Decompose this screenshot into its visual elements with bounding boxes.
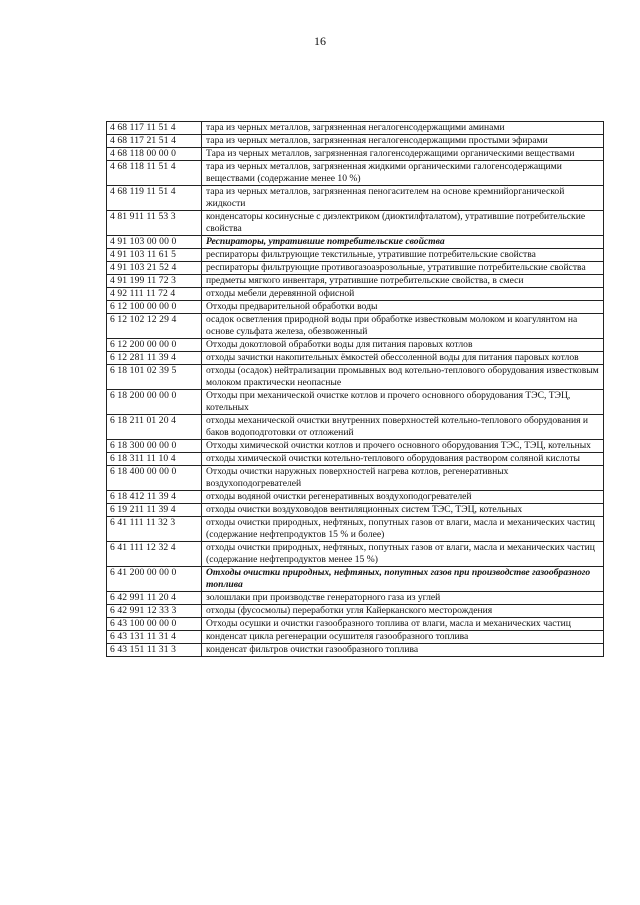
waste-code-cell: 6 18 101 02 39 5 [107,365,202,390]
table-row [107,262,604,275]
waste-code-cell: 6 41 111 12 32 4 [107,542,202,567]
table-row [107,211,604,236]
waste-description-cell: Отходы очистки наружных поверхностей нагрева котлов, регенеративных воздухоподогревателей [202,466,604,491]
waste-code-cell: 6 12 102 12 29 4 [107,314,202,339]
waste-description-cell: отходы химической очистки котельно-теплового оборудования раствором соляной кислоты [202,453,604,466]
table-row [107,567,604,592]
waste-description-cell: Отходы химической очистки котлов и прочего основного оборудования ТЭС, ТЭЦ, котельных [202,440,604,453]
waste-code-cell: 6 18 400 00 00 0 [107,466,202,491]
page-number: 16 [314,34,326,48]
waste-code-cell: 4 68 117 11 51 4 [107,122,202,135]
waste-code-cell: 6 19 211 11 39 4 [107,504,202,517]
waste-code-cell: 4 68 118 00 00 0 [107,148,202,161]
waste-description-cell: Тара из черных металлов, загрязненная галогенсодержащими органическими веществами [202,148,604,161]
waste-description-cell: респираторы фильтрующие текстильные, утратившие потребительские свойства [202,249,604,262]
table-row [107,148,604,161]
waste-description-cell: Отходы очистки природных, нефтяных, попутных газов при производстве газообразного топлива [202,567,604,592]
table-row [107,592,604,605]
table-row [107,161,604,186]
waste-description-cell: отходы очистки природных, нефтяных, попутных газов от влаги, масла и механических частиц (содержание нефтепродуктов менее 15 %) [202,542,604,567]
table-row [107,249,604,262]
waste-code-cell: 6 18 211 01 20 4 [107,415,202,440]
waste-description-cell: отходы очистки воздуховодов вентиляционных систем ТЭС, ТЭЦ, котельных [202,504,604,517]
waste-code-cell: 6 41 111 11 32 3 [107,517,202,542]
table-row [107,301,604,314]
waste-code-cell: 6 12 281 11 39 4 [107,352,202,365]
table-row [107,542,604,567]
table-row [107,339,604,352]
waste-description-cell: конденсат фильтров очистки газообразного топлива [202,644,604,657]
table-row [107,122,604,135]
table-row [107,644,604,657]
waste-description-cell: Отходы осушки и очистки газообразного топлива от влаги, масла и механических частиц [202,618,604,631]
waste-code-cell: 4 91 199 11 72 3 [107,275,202,288]
waste-code-cell: 6 12 200 00 00 0 [107,339,202,352]
waste-code-cell: 4 92 111 11 72 4 [107,288,202,301]
waste-code-cell: 4 91 103 11 61 5 [107,249,202,262]
waste-description-cell: золошлаки при производстве генераторного газа из углей [202,592,604,605]
waste-description-cell: отходы механической очистки внутренних поверхностей котельно-теплового оборудования и баков водоподготовки от отложений [202,415,604,440]
waste-code-cell: 6 18 200 00 00 0 [107,390,202,415]
waste-description-cell: Отходы при механической очистке котлов и прочего основного оборудования ТЭС, ТЭЦ, котельных [202,390,604,415]
waste-description-cell: отходы очистки природных, нефтяных, попутных газов от влаги, масла и механических частиц (содержание нефтепродуктов 15 % и более) [202,517,604,542]
table-row [107,275,604,288]
waste-code-cell: 4 91 103 00 00 0 [107,236,202,249]
table-row [107,440,604,453]
waste-code-cell: 4 68 118 11 51 4 [107,161,202,186]
waste-code-cell: 4 68 117 21 51 4 [107,135,202,148]
table-row [107,135,604,148]
table-row [107,504,604,517]
table-row [107,186,604,211]
waste-code-cell: 6 43 151 11 31 3 [107,644,202,657]
waste-description-cell: тара из черных металлов, загрязненная негалогенсодержащими аминами [202,122,604,135]
table-row [107,415,604,440]
waste-description-cell: отходы (осадок) нейтрализации промывных вод котельно-теплового оборудования известковым молоком практически неопасные [202,365,604,390]
waste-description-cell: тара из черных металлов, загрязненная негалогенсодержащими простыми эфирами [202,135,604,148]
waste-code-cell: 6 41 200 00 00 0 [107,567,202,592]
waste-code-cell: 6 18 311 11 10 4 [107,453,202,466]
table-row [107,618,604,631]
table-row [107,390,604,415]
waste-code-cell: 4 68 119 11 51 4 [107,186,202,211]
waste-code-cell: 6 18 412 11 39 4 [107,491,202,504]
waste-code-cell: 4 81 911 11 53 3 [107,211,202,236]
table-row [107,466,604,491]
table-row [107,365,604,390]
waste-code-table [106,121,604,657]
waste-code-cell: 6 18 300 00 00 0 [107,440,202,453]
table-row [107,453,604,466]
waste-description-cell: Респираторы, утратившие потребительские свойства [202,236,604,249]
table-row [107,491,604,504]
waste-description-cell: респираторы фильтрующие противогазоаэрозольные, утратившие потребительские свойства [202,262,604,275]
waste-code-cell: 6 12 100 00 00 0 [107,301,202,314]
waste-description-cell: Отходы докотловой обработки воды для питания паровых котлов [202,339,604,352]
table-row [107,314,604,339]
waste-description-cell: предметы мягкого инвентаря, утратившие потребительские свойства, в смеси [202,275,604,288]
waste-code-cell: 6 43 100 00 00 0 [107,618,202,631]
waste-description-cell: конденсаторы косинусные с диэлектриком (диоктилфталатом), утратившие потребительские свойства [202,211,604,236]
waste-code-cell: 6 43 131 11 31 4 [107,631,202,644]
table-row [107,352,604,365]
waste-description-cell: Отходы предварительной обработки воды [202,301,604,314]
table-row [107,236,604,249]
waste-description-cell: отходы мебели деревянной офисной [202,288,604,301]
waste-description-cell: тара из черных металлов, загрязненная пеногасителем на основе кремнийорганической жидкости [202,186,604,211]
waste-description-cell: конденсат цикла регенерации осушителя газообразного топлива [202,631,604,644]
waste-code-cell: 6 42 991 11 20 4 [107,592,202,605]
waste-description-cell: осадок осветления природной воды при обработке известковым молоком и коагулянтом на основе сульфата железа, обезвоженный [202,314,604,339]
waste-description-cell: тара из черных металлов, загрязненная жидкими органическими галогенсодержащими веществами (содержание менее 10 %) [202,161,604,186]
table-row [107,605,604,618]
waste-description-cell: отходы водяной очистки регенеративных воздухоподогревателей [202,491,604,504]
waste-description-cell: отходы (фусосмолы) переработки угля Кайерканского месторождения [202,605,604,618]
table-row [107,288,604,301]
table-row [107,631,604,644]
table-body [107,122,604,657]
waste-code-cell: 6 42 991 12 33 3 [107,605,202,618]
table-row [107,517,604,542]
waste-description-cell: отходы зачистки накопительных ёмкостей обессоленной воды для питания паровых котлов [202,352,604,365]
waste-code-cell: 4 91 103 21 52 4 [107,262,202,275]
